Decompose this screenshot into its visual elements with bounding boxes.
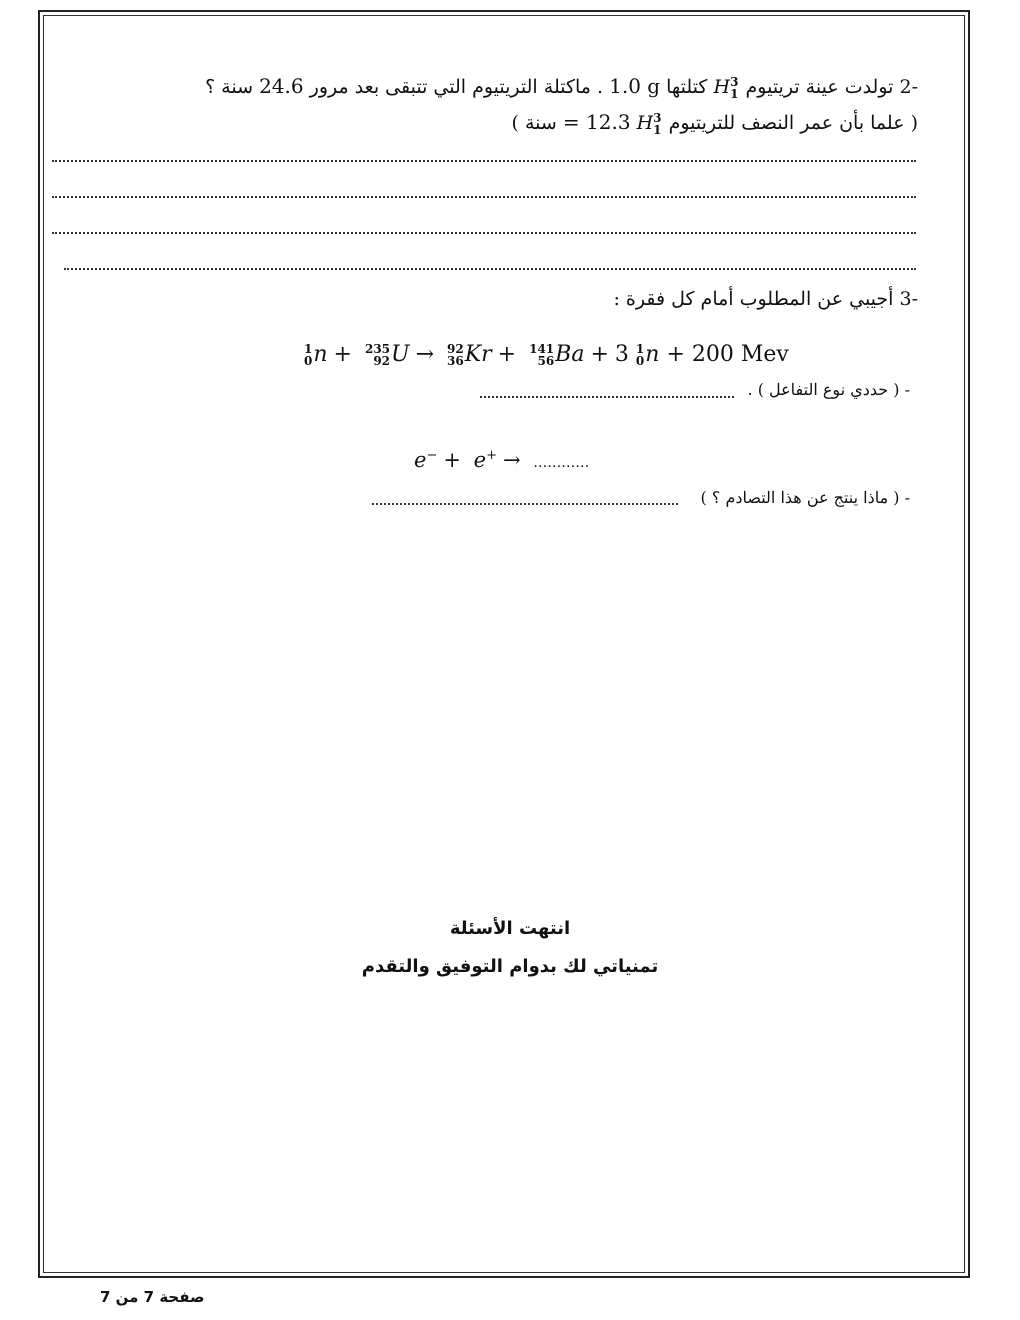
annihilation-equation: e− + e+ → ………… [414,448,590,472]
reaction1-prompt: - ( حددي نوع التفاعل ) . [747,380,910,399]
tritium-symbol: 3 1 H [713,75,739,101]
reaction2-answer-line[interactable] [372,503,678,505]
reaction2-prompt: - ( ماذا ينتج عن هذا التصادم ؟ ) [700,488,910,507]
q3-heading: -3 أجيبي عن المطلوب أمام كل فقرة : [613,288,918,310]
q2-line2: ( علما بأن عمر النصف للتريتيوم 3 1 H = 12.3 سنة ) [511,110,918,137]
closing-line-1: انتهت الأسئلة [449,918,571,939]
answer-line-1[interactable] [52,160,916,162]
reaction1-answer-line[interactable] [480,396,734,398]
annihilation-blank[interactable]: ………… [533,455,590,471]
faint-watermark [360,1060,640,1120]
answer-line-4[interactable] [64,268,916,270]
page-number: صفحة 7 من 7 [100,1288,205,1306]
q2-line1: -2 تولدت عينة تريتيوم 3 1 H كتلتها 1.0 g . ماكتلة التريتيوم التي تتبقى بعد مرور 24.6 سنة ؟ [205,74,918,101]
closing-line-2: تمنياتي لك بدوام التوفيق والتقدم [361,956,659,977]
fission-equation: 1 0 n + 235 92 U → 92 36 Kr + 141 56 Ba + 3 1 0 n + 200 Mev [304,342,789,368]
answer-line-2[interactable] [52,196,916,198]
answer-line-3[interactable] [52,232,916,234]
